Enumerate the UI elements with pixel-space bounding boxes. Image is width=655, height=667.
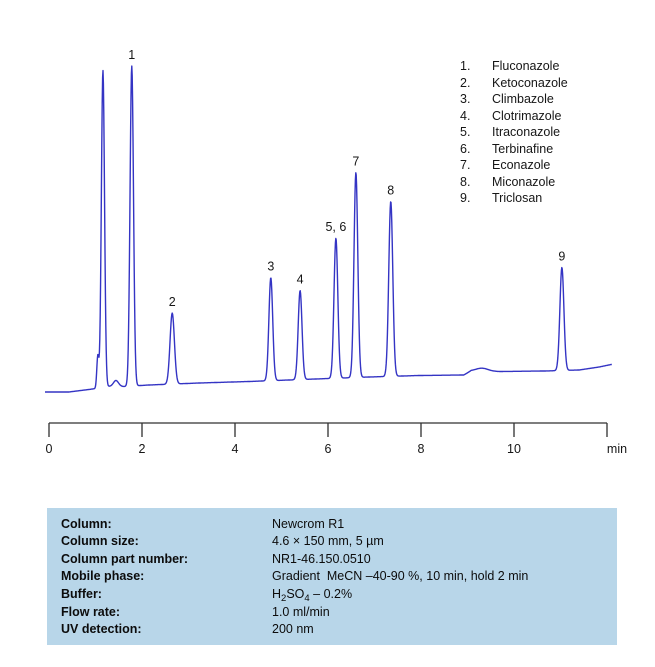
legend-item-name: Terbinafine bbox=[492, 141, 554, 156]
value-text: SO bbox=[286, 586, 305, 601]
peak-label: 4 bbox=[296, 272, 304, 287]
conditions-row bbox=[61, 533, 613, 550]
conditions-row-value: Newcrom R1 bbox=[272, 517, 345, 531]
conditions-row bbox=[61, 604, 613, 621]
conditions-row-label: Column: bbox=[61, 517, 112, 531]
conditions-row bbox=[61, 568, 613, 585]
legend-item-name: Econazole bbox=[492, 158, 551, 172]
conditions-row-label: UV detection: bbox=[61, 622, 142, 637]
legend-item bbox=[460, 58, 568, 75]
conditions-row-label: Column part number: bbox=[61, 551, 189, 566]
peak-label: 8 bbox=[387, 183, 395, 198]
value-text: – 0.2% bbox=[309, 586, 353, 601]
legend-item bbox=[460, 75, 568, 92]
legend-item-number: 5. bbox=[460, 125, 471, 139]
subscript-text: 2 bbox=[281, 592, 287, 604]
conditions-row bbox=[61, 516, 613, 533]
peak-label: 7 bbox=[352, 154, 360, 169]
conditions-row bbox=[61, 621, 613, 638]
peak-label: 5, 6 bbox=[325, 220, 347, 235]
legend-item bbox=[460, 157, 568, 174]
value-text: H bbox=[272, 586, 282, 601]
legend-item-number: 6. bbox=[460, 141, 471, 156]
peak-label: 9 bbox=[558, 249, 566, 264]
legend-item-number: 8. bbox=[460, 174, 471, 189]
legend-item bbox=[460, 174, 568, 191]
x-tick-label: 4 bbox=[231, 442, 239, 456]
legend-item-number: 4. bbox=[460, 108, 471, 123]
legend-item-name: Climbazole bbox=[492, 92, 554, 106]
x-tick-label: 2 bbox=[138, 442, 146, 456]
legend-item-number: 2. bbox=[460, 75, 471, 90]
peak-label: 3 bbox=[267, 259, 275, 274]
legend-item-number: 1. bbox=[460, 59, 471, 73]
legend-item bbox=[460, 190, 568, 207]
legend-item-name: Clotrimazole bbox=[492, 108, 562, 123]
x-tick-label: 0 bbox=[45, 442, 53, 456]
subscript-text: 4 bbox=[304, 592, 310, 604]
conditions-row-value: 1.0 ml/min bbox=[272, 605, 330, 620]
legend-item-number: 9. bbox=[460, 191, 471, 205]
conditions-row-value: 200 nm bbox=[272, 622, 314, 637]
legend-item-name: Itraconazole bbox=[492, 125, 561, 139]
conditions-row-value bbox=[272, 586, 352, 604]
legend-item-number: 7. bbox=[460, 158, 471, 172]
conditions-row-value: NR1-46.150.0510 bbox=[272, 551, 371, 566]
legend-item-name: Triclosan bbox=[492, 191, 543, 205]
x-axis-unit: min bbox=[606, 442, 628, 456]
conditions-row bbox=[61, 551, 613, 568]
legend-item bbox=[460, 124, 568, 141]
legend-item bbox=[460, 108, 568, 125]
x-tick-label: 6 bbox=[324, 442, 332, 456]
conditions-row-label: Flow rate: bbox=[61, 605, 121, 620]
peak-label: 1 bbox=[128, 48, 136, 63]
conditions-row-label: Column size: bbox=[61, 534, 139, 549]
conditions-row-label: Buffer: bbox=[61, 586, 102, 601]
conditions-table bbox=[47, 508, 617, 645]
conditions-row-value: 4.6 × 150 mm, 5 µm bbox=[272, 534, 384, 549]
legend-item-name: Fluconazole bbox=[492, 59, 560, 73]
legend-item bbox=[460, 141, 568, 158]
conditions-row-value: Gradient MeCN –40-90 %, 10 min, hold 2 min bbox=[272, 569, 529, 584]
x-tick-label: 10 bbox=[507, 442, 521, 456]
conditions-row-label: Mobile phase: bbox=[61, 569, 145, 584]
legend-item-name: Miconazole bbox=[492, 174, 556, 189]
legend-item-number: 3. bbox=[460, 92, 471, 106]
legend-item-name: Ketoconazole bbox=[492, 75, 568, 90]
peak-label: 2 bbox=[168, 295, 176, 310]
x-tick-label: 8 bbox=[417, 442, 425, 456]
conditions-row bbox=[61, 586, 613, 604]
peak-legend bbox=[460, 58, 568, 207]
legend-item bbox=[460, 91, 568, 108]
